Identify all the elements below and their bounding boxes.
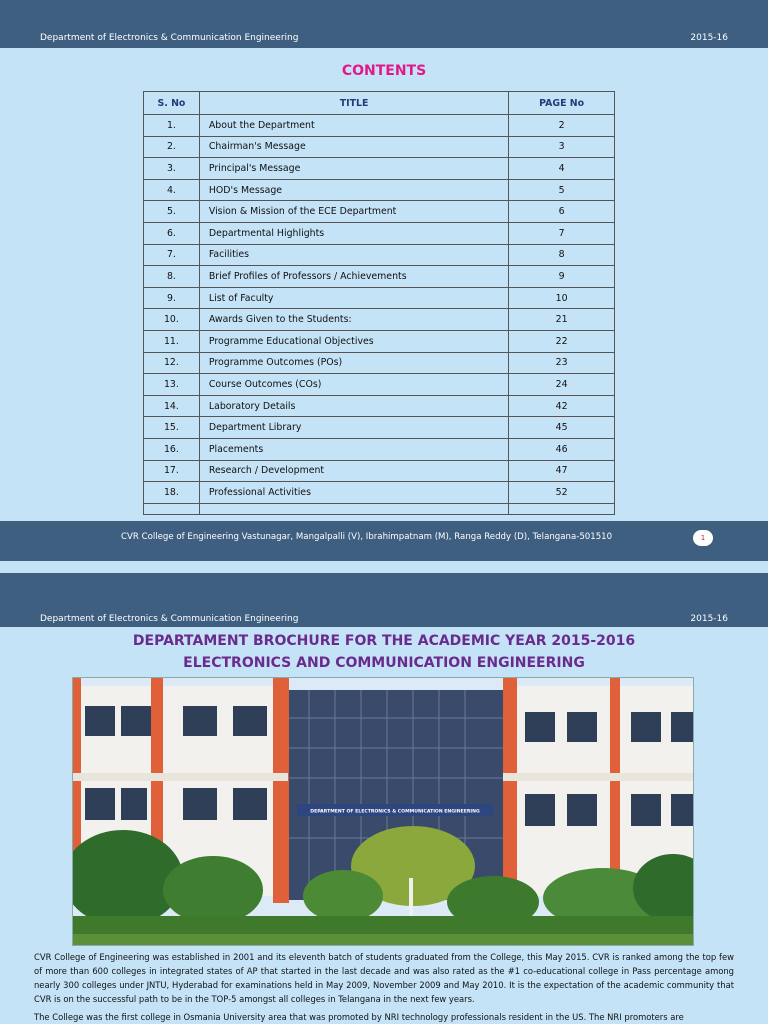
row-title: Programme Educational Objectives <box>199 330 508 352</box>
row-page: 46 <box>509 438 615 460</box>
row-page: 21 <box>509 309 615 331</box>
history-paragraph: The College was the first college in Osmania University area that was promoted by NRI technology professionals resident in the US. The NRI promoters are <box>34 1012 684 1022</box>
row-sno: 10. <box>144 309 200 331</box>
row-title: Chairman's Message <box>199 136 508 158</box>
row-sno: 12. <box>144 352 200 374</box>
table-row <box>144 179 615 201</box>
header-department-2: Department of Electronics & Communication Engineering <box>40 614 299 624</box>
row-title: Awards Given to the Students: <box>199 309 508 331</box>
row-page: 7 <box>509 222 615 244</box>
table-row <box>144 136 615 158</box>
row-page: 2 <box>509 115 615 137</box>
row-title: Programme Outcomes (POs) <box>199 352 508 374</box>
table-row <box>144 395 615 417</box>
row-page: 22 <box>509 330 615 352</box>
row-title: About the Department <box>199 115 508 137</box>
row-sno: 6. <box>144 222 200 244</box>
page-number-badge: 1 <box>693 530 713 546</box>
row-sno: 8. <box>144 266 200 288</box>
row-title: Vision & Mission of the ECE Department <box>199 201 508 223</box>
table-row <box>144 158 615 180</box>
row-page: 23 <box>509 352 615 374</box>
row-sno: 2. <box>144 136 200 158</box>
table-row <box>144 417 615 439</box>
spacer-cell <box>144 503 200 514</box>
row-page: 52 <box>509 482 615 504</box>
row-page: 10 <box>509 287 615 309</box>
row-sno: 9. <box>144 287 200 309</box>
table-spacer-row <box>144 503 615 514</box>
table-row <box>144 115 615 137</box>
row-page: 8 <box>509 244 615 266</box>
row-title: Brief Profiles of Professors / Achievements <box>199 266 508 288</box>
table-row <box>144 244 615 266</box>
row-title: Principal's Message <box>199 158 508 180</box>
table-row <box>144 460 615 482</box>
table-row <box>144 374 615 396</box>
row-title: Laboratory Details <box>199 395 508 417</box>
row-sno: 16. <box>144 438 200 460</box>
row-page: 3 <box>509 136 615 158</box>
row-sno: 17. <box>144 460 200 482</box>
table-row <box>144 287 615 309</box>
column-header-page: PAGE No <box>509 92 615 115</box>
row-page: 6 <box>509 201 615 223</box>
table-header-row <box>144 92 615 115</box>
intro-paragraph: CVR College of Engineering was established in 2001 and its eleventh batch of students graduated from the College, this May 2015. CVR is ranked among the top few of more than 600 colleges in integrated states of AP that started in the last decade and was also rated as the #1 co-educational college in Pass percentage among nearly 300 colleges under JNTU, Hyderabad for examinations held in May 2009, November 2009 and May 2010. It is the expectation of the academic community that CVR is on the successful path to be in the TOP-5 amongst all colleges in Telangana in the next few years. <box>34 952 734 1004</box>
row-sno: 5. <box>144 201 200 223</box>
page-gap <box>0 561 768 573</box>
contents-table-body <box>144 115 615 515</box>
building-illustration <box>73 678 694 946</box>
row-title: Research / Development <box>199 460 508 482</box>
table-row <box>144 352 615 374</box>
row-page: 45 <box>509 417 615 439</box>
row-sno: 15. <box>144 417 200 439</box>
spacer-cell <box>509 503 615 514</box>
header-department: Department of Electronics & Communication Engineering <box>40 33 299 43</box>
row-sno: 18. <box>144 482 200 504</box>
page-header <box>0 0 768 48</box>
building-sign-text: DEPARTMENT OF ELECTRONICS & COMMUNICATION ENGINEERING <box>310 809 480 815</box>
row-page: 47 <box>509 460 615 482</box>
spacer-cell <box>199 503 508 514</box>
building-photo <box>72 677 694 946</box>
row-sno: 1. <box>144 115 200 137</box>
table-row <box>144 330 615 352</box>
page-header-2 <box>0 573 768 627</box>
row-sno: 14. <box>144 395 200 417</box>
footer-address: CVR College of Engineering Vastunagar, Mangalpalli (V), Ibrahimpatnam (M), Ranga Reddy (D), Telangana-501510 <box>121 532 613 542</box>
row-page: 9 <box>509 266 615 288</box>
row-title: List of Faculty <box>199 287 508 309</box>
table-row <box>144 438 615 460</box>
contents-title: CONTENTS <box>341 63 427 79</box>
row-title: Facilities <box>199 244 508 266</box>
header-year-2: 2015-16 <box>690 614 728 624</box>
row-sno: 13. <box>144 374 200 396</box>
row-title: Department Library <box>199 417 508 439</box>
contents-table <box>143 91 615 515</box>
page-footer <box>0 521 768 561</box>
brochure-title-line1: DEPARTAMENT BROCHURE FOR THE ACADEMIC YEAR 2015-2016 <box>132 633 636 649</box>
row-page: 5 <box>509 179 615 201</box>
row-sno: 7. <box>144 244 200 266</box>
brochure-title-line2: ELECTRONICS AND COMMUNICATION ENGINEERING <box>183 655 585 671</box>
table-row <box>144 222 615 244</box>
row-sno: 4. <box>144 179 200 201</box>
row-page: 4 <box>509 158 615 180</box>
column-header-sno: S. No <box>144 92 200 115</box>
row-title: Departmental Highlights <box>199 222 508 244</box>
table-row <box>144 266 615 288</box>
row-sno: 3. <box>144 158 200 180</box>
row-sno: 11. <box>144 330 200 352</box>
header-year: 2015-16 <box>690 33 728 43</box>
row-title: Course Outcomes (COs) <box>199 374 508 396</box>
row-title: HOD's Message <box>199 179 508 201</box>
table-row <box>144 482 615 504</box>
row-page: 24 <box>509 374 615 396</box>
row-title: Placements <box>199 438 508 460</box>
table-row <box>144 201 615 223</box>
table-row <box>144 309 615 331</box>
column-header-title: TITLE <box>199 92 508 115</box>
row-page: 42 <box>509 395 615 417</box>
row-title: Professional Activities <box>199 482 508 504</box>
